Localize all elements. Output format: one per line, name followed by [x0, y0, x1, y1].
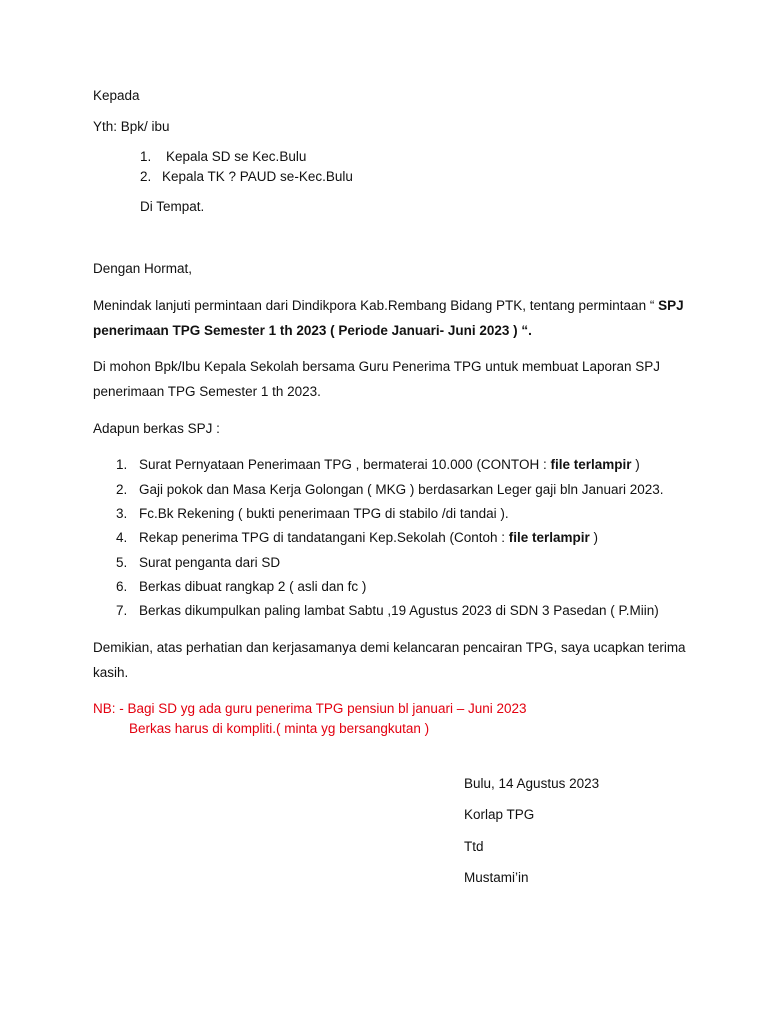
list-item-number: 7.: [116, 603, 128, 618]
list-item-text: Berkas dikumpulkan paling lambat Sabtu ,19 Agustus 2023 di SDN 3 Pasedan ( P.Miin): [139, 603, 659, 618]
paragraph-1-text: Menindak lanjuti permintaan dari Dindikpora Kab.Rembang Bidang PTK, tentang permintaan “: [93, 298, 655, 313]
list-item-number: 4.: [116, 530, 128, 545]
paragraph-1-bold-text: penerimaan TPG Semester 1 th 2023 ( Periode Januari- Juni 2023 ) “.: [93, 323, 532, 338]
list-item-bold-text: file terlampir: [550, 457, 632, 472]
list-item: [139, 602, 659, 620]
list-item-text: Surat penganta dari SD: [139, 555, 281, 570]
paragraph-2-line-2: penerimaan TPG Semester 1 th 2023.: [93, 384, 321, 399]
place-date: Bulu, 14 Agustus 2023: [464, 776, 600, 791]
list-item-number: 3.: [116, 506, 128, 521]
recipient-number: 1.: [140, 149, 152, 164]
list-item-number: 1.: [116, 457, 128, 472]
list-item: [139, 505, 509, 523]
list-item: [139, 554, 280, 572]
paragraph-2-line-1: Di mohon Bpk/Ibu Kepala Sekolah bersama Guru Penerima TPG untuk membuat Laporan SPJ: [93, 359, 661, 374]
berkas-title: Adapun berkas SPJ :: [93, 421, 220, 436]
list-item-number: 5.: [116, 555, 128, 570]
paragraph-1-line-1: [93, 297, 684, 315]
paragraph-1-bold-text: SPJ: [654, 298, 684, 313]
recipient-item: Kepala SD se Kec.Bulu: [166, 149, 307, 164]
signer-name: Mustami’in: [464, 870, 529, 885]
list-item: [139, 481, 664, 499]
list-item-text: Fc.Bk Rekening ( bukti penerimaan TPG di stabilo /di tandai ).: [139, 506, 509, 521]
list-item-text: ): [631, 457, 640, 472]
recipient-item: Kepala TK ? PAUD se-Kec.Bulu: [162, 169, 353, 184]
kepada-text: Kepada: [93, 88, 140, 103]
list-item-number: 6.: [116, 579, 128, 594]
recipient-number: 2.: [140, 169, 152, 184]
list-item-text: Surat Pernyataan Penerimaan TPG , bermaterai 10.000 (CONTOH :: [139, 457, 551, 472]
signer-title: Korlap TPG: [464, 807, 535, 822]
yth-text: Yth: Bpk/ ibu: [93, 119, 170, 134]
list-item-number: 2.: [116, 482, 128, 497]
note-line-1: NB: - Bagi SD yg ada guru penerima TPG pensiun bl januari – Juni 2023: [93, 701, 527, 716]
list-item-text: ): [589, 530, 599, 545]
list-item: [139, 456, 640, 474]
list-item-text: Rekap penerima TPG di tandatangani Kep.Sekolah (Contoh :: [139, 530, 509, 545]
paragraph-1-line-2: [93, 322, 532, 340]
salutation-text: Dengan Hormat,: [93, 261, 193, 276]
list-item-text: Berkas dibuat rangkap 2 ( asli dan fc ): [139, 579, 367, 594]
ttd-text: Ttd: [464, 839, 484, 854]
list-item-text: Gaji pokok dan Masa Kerja Golongan ( MKG ) berdasarkan Leger gaji bln Januari 2023.: [139, 482, 664, 497]
list-item: [139, 529, 598, 547]
closing-line-2: kasih.: [93, 665, 129, 680]
note-line-2: Berkas harus di kompliti.( minta yg bersangkutan ): [129, 721, 430, 736]
list-item-bold-text: file terlampir: [508, 530, 590, 545]
list-item: [139, 578, 366, 596]
closing-line-1: Demikian, atas perhatian dan kerjasamanya demi kelancaran pencairan TPG, saya ucapkan terima: [93, 640, 686, 655]
di-tempat-text: Di Tempat.: [140, 199, 205, 214]
